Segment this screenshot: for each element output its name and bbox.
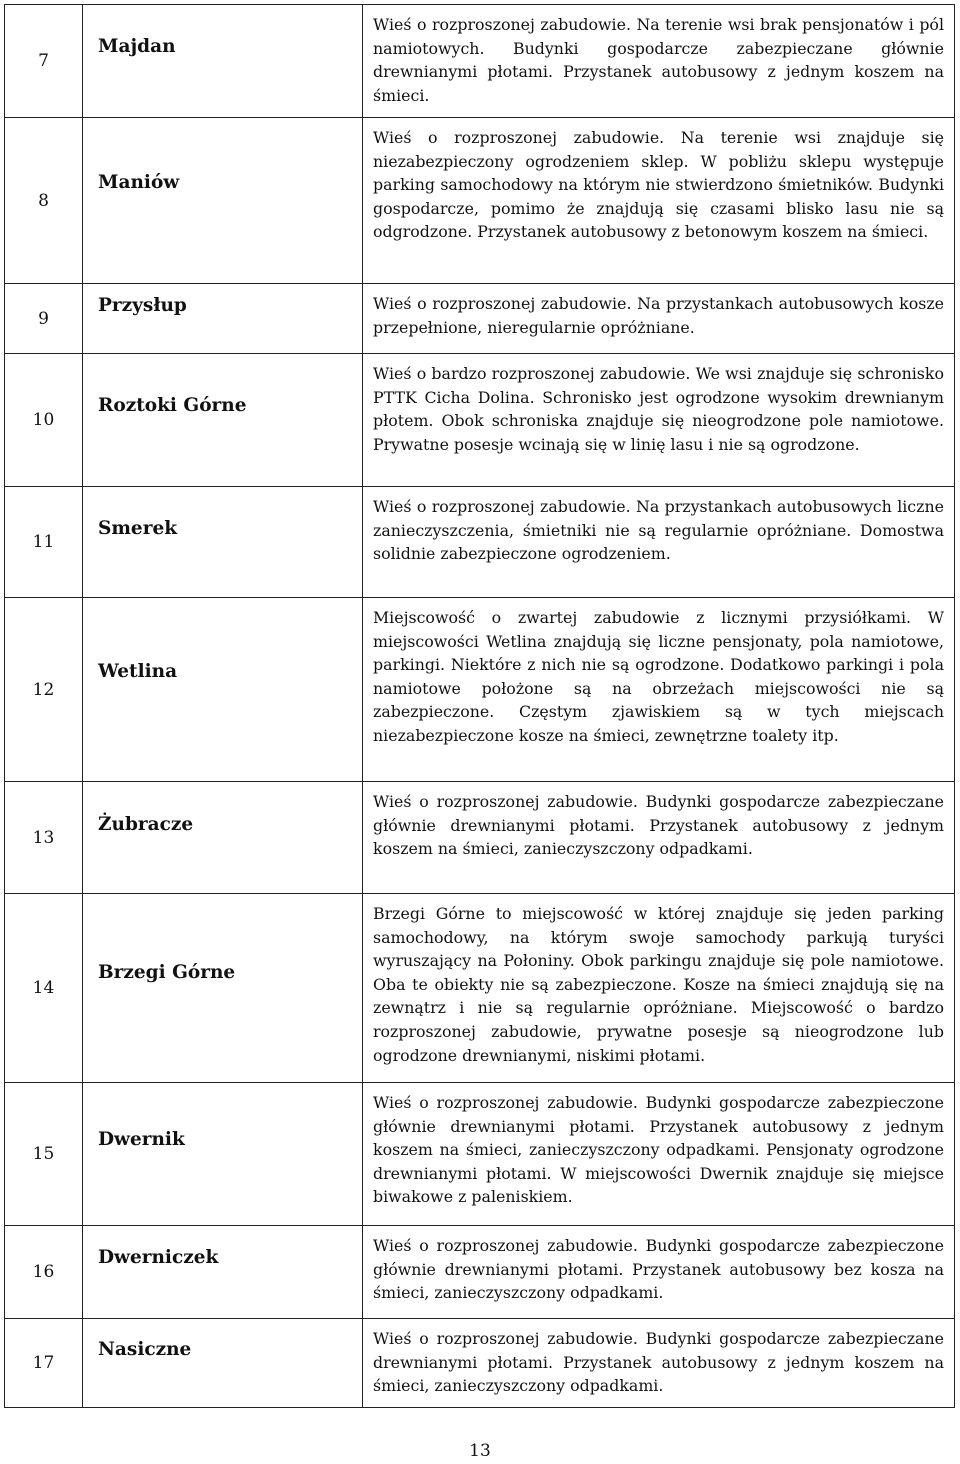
village-name: Nasiczne bbox=[98, 1339, 192, 1360]
table-row bbox=[5, 354, 955, 487]
village-description-cell bbox=[363, 782, 955, 894]
page-number: 13 bbox=[469, 1441, 491, 1461]
village-description: Brzegi Górne to miejscowość w której znajduje się jeden parking samochodowy, na którym swoje samochody parkują turyści wyruszający na Połoniny. Obok parkingu znajduje się pole namiotowe. Oba te obiekty nie są zabezpieczone. Kosze na śmieci znajdują się na zewnątrz i nie są regularnie opróżniane. Miejscowość o bardzo rozproszonej zabudowie, prywatne posesje są nieogrodzone lub ogrodzone drewnianymi, niskimi płotami. bbox=[373, 904, 944, 1065]
village-name: Dwerniczek bbox=[98, 1247, 219, 1268]
village-name-cell bbox=[83, 1083, 363, 1226]
row-number: 14 bbox=[5, 894, 83, 1083]
table-row bbox=[5, 1226, 955, 1319]
table-row bbox=[5, 284, 955, 354]
village-description-cell bbox=[363, 284, 955, 354]
village-description-cell bbox=[363, 894, 955, 1083]
row-number: 16 bbox=[5, 1226, 83, 1319]
village-description: Wieś o rozproszonej zabudowie. Na terenie wsi brak pensjonatów i pól namiotowych. Budynki gospodarcze zabezpieczane głównie drewnianymi płotami. Przystanek autobusowy z jednym koszem na śmieci. bbox=[373, 15, 944, 105]
locations-table bbox=[4, 4, 955, 1408]
village-description: Wieś o rozproszonej zabudowie. Na przystankach autobusowych liczne zanieczyszczenia, śmietniki nie są regularnie opróżniane. Domostwa solidnie zabezpieczone ogrodzeniem. bbox=[373, 497, 944, 564]
village-name-cell bbox=[83, 782, 363, 894]
village-name: Majdan bbox=[98, 36, 176, 57]
village-description-cell bbox=[363, 5, 955, 118]
table-row bbox=[5, 782, 955, 894]
village-name-cell bbox=[83, 487, 363, 598]
row-number: 11 bbox=[5, 487, 83, 598]
village-name: Smerek bbox=[98, 518, 178, 539]
village-description-cell bbox=[363, 354, 955, 487]
row-number: 17 bbox=[5, 1319, 83, 1408]
row-number: 8 bbox=[5, 118, 83, 284]
village-description-cell bbox=[363, 598, 955, 782]
village-description: Wieś o rozproszonej zabudowie. Budynki gospodarcze zabezpieczane głównie drewnianymi płotami. Przystanek autobusowy z jednym koszem na śmieci, zanieczyszczony odpadkami. bbox=[373, 792, 944, 859]
row-number: 15 bbox=[5, 1083, 83, 1226]
village-name-cell bbox=[83, 598, 363, 782]
village-description: Wieś o rozproszonej zabudowie. Budynki gospodarcze zabezpieczane drewnianymi płotami. Przystanek autobusowy z jednym koszem na śmieci, zanieczyszczony odpadkami. bbox=[373, 1329, 944, 1396]
village-description: Wieś o rozproszonej zabudowie. Na terenie wsi znajduje się niezabezpieczony ogrodzeniem sklep. W pobliżu sklepu występuje parking samochodowy na którym nie stwierdzono śmietników. Budynki gospodarcze, pomimo że znajdują się czasami blisko lasu nie są odgrodzone. Przystanek autobusowy z betonowym koszem na śmieci. bbox=[373, 128, 944, 242]
village-name: Wetlina bbox=[98, 661, 178, 682]
row-number: 9 bbox=[5, 284, 83, 354]
row-number: 12 bbox=[5, 598, 83, 782]
village-description: Wieś o rozproszonej zabudowie. Na przystankach autobusowych kosze przepełnione, nieregularnie opróżniane. bbox=[373, 294, 944, 337]
table-row bbox=[5, 118, 955, 284]
table-row bbox=[5, 1083, 955, 1226]
village-description: Wieś o rozproszonej zabudowie. Budynki gospodarcze zabezpieczone głównie drewnianymi płotami. Przystanek autobusowy z jednym koszem na śmieci, zanieczyszczony odpadkami. Pensjonaty ogrodzone drewnianymi płotami. W miejscowości Dwernik znajduje się miejsce biwakowe z paleniskiem. bbox=[373, 1093, 944, 1207]
village-name: Żubracze bbox=[98, 814, 194, 835]
village-name-cell bbox=[83, 5, 363, 118]
table-row bbox=[5, 598, 955, 782]
table-row bbox=[5, 5, 955, 118]
village-name-cell bbox=[83, 354, 363, 487]
village-name: Przysłup bbox=[98, 295, 187, 316]
table-row bbox=[5, 894, 955, 1083]
village-name-cell bbox=[83, 1226, 363, 1319]
village-name-cell bbox=[83, 118, 363, 284]
village-name: Maniów bbox=[98, 172, 180, 193]
row-number: 13 bbox=[5, 782, 83, 894]
village-name: Dwernik bbox=[98, 1129, 185, 1150]
village-description: Miejscowość o zwartej zabudowie z licznymi przysiółkami. W miejscowości Wetlina znajdują się liczne pensjonaty, pola namiotowe, parkingi. Niektóre z nich nie są ogrodzone. Dodatkowo parkingi i pola namiotowe położone są na obrzeżach miejscowości nie są zabezpieczone. Częstym zjawiskiem są w tych miejscach niezabezpieczone kosze na śmieci, zewnętrzne toalety itp. bbox=[373, 608, 944, 745]
village-description-cell bbox=[363, 1226, 955, 1319]
village-name-cell bbox=[83, 894, 363, 1083]
village-name-cell bbox=[83, 284, 363, 354]
village-description-cell bbox=[363, 487, 955, 598]
table-row bbox=[5, 487, 955, 598]
village-name: Roztoki Górne bbox=[98, 395, 247, 416]
village-description-cell bbox=[363, 1319, 955, 1408]
table-row bbox=[5, 1319, 955, 1408]
village-description: Wieś o rozproszonej zabudowie. Budynki gospodarcze zabezpieczone głównie drewnianymi płotami. Przystanek autobusowy bez kosza na śmieci, zanieczyszczony odpadkami. bbox=[373, 1236, 944, 1303]
village-description-cell bbox=[363, 1083, 955, 1226]
village-description-cell bbox=[363, 118, 955, 284]
village-name-cell bbox=[83, 1319, 363, 1408]
village-description: Wieś o bardzo rozproszonej zabudowie. We wsi znajduje się schronisko PTTK Cicha Dolina. Schronisko jest ogrodzone wysokim drewnianym płotem. Obok schroniska znajduje się nieogrodzone pole namiotowe. Prywatne posesje wcinają się w linię lasu i nie są ogrodzone. bbox=[373, 364, 944, 454]
row-number: 10 bbox=[5, 354, 83, 487]
village-name: Brzegi Górne bbox=[98, 962, 236, 983]
row-number: 7 bbox=[5, 5, 83, 118]
